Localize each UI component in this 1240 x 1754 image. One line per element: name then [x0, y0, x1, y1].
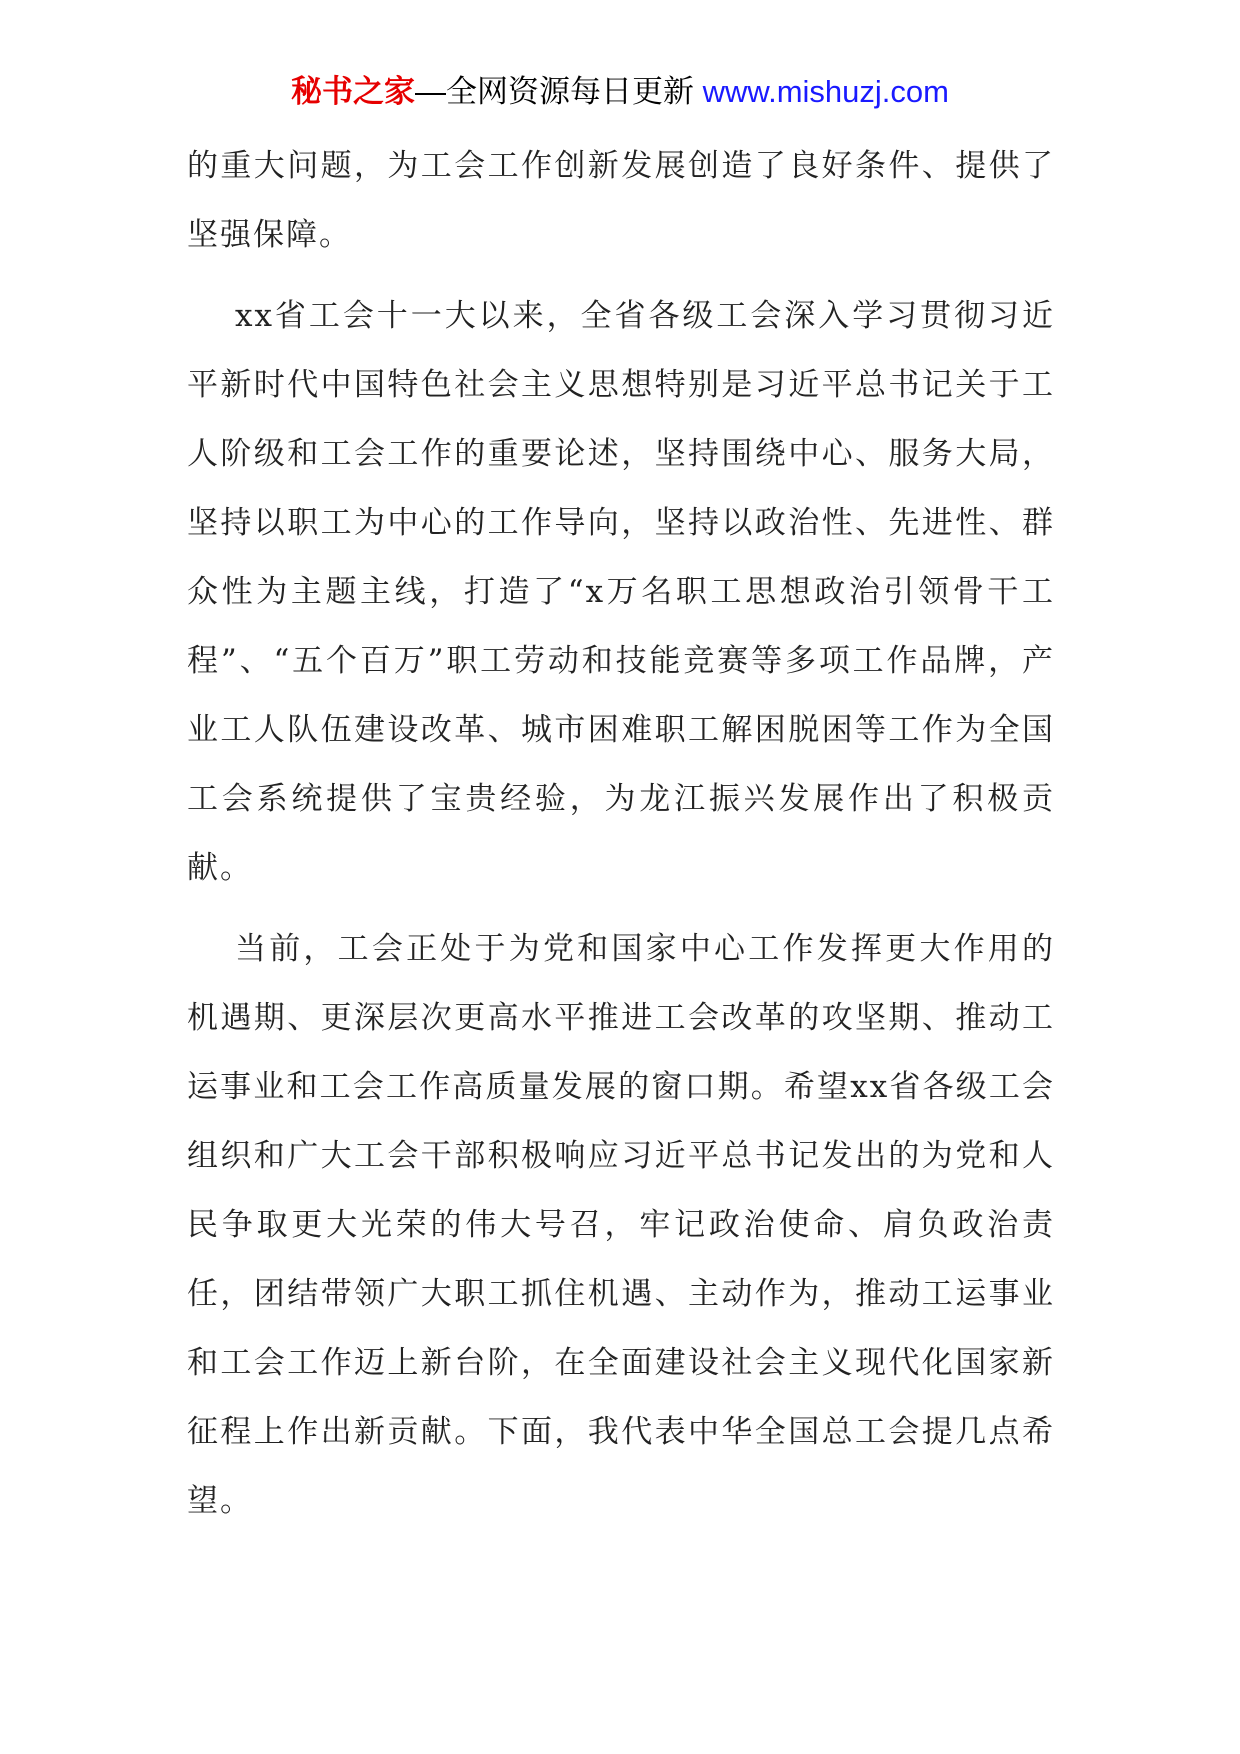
header-url-link[interactable]: www.mishuzj.com — [702, 74, 949, 109]
header-brand: 秘书之家 — [291, 74, 416, 109]
document-body — [187, 132, 1055, 1536]
paragraph-continuation: 的重大问题，为工会工作创新发展创造了良好条件、提供了坚强保障。 — [187, 148, 1055, 253]
watermark-header — [0, 70, 1240, 114]
paragraph: 当前，工会正处于为党和国家中心工作发挥更大作用的机遇期、更深层次更高水平推进工会改革的攻坚期、推动工运事业和工会工作高质量发展的窗口期。希望xx省各级工会组织和广大工会干部积极响应习近平总书记发出的为党和人民争取更大光荣的伟大号召，牢记政治使命、肩负政治责任，团结带领广大职工抓住机遇、主动作为，推动工运事业和工会工作迈上新台阶，在全面建设社会主义现代化国家新征程上作出新贡献。下面，我代表中华全国总工会提几点希望。 — [187, 931, 1055, 1519]
header-tagline: —全网资源每日更新 — [415, 74, 695, 109]
paragraph: xx省工会十一大以来，全省各级工会深入学习贯彻习近平新时代中国特色社会主义思想特别是习近平总书记关于工人阶级和工会工作的重要论述，坚持围绕中心、服务大局，坚持以职工为中心的工作导向，坚持以政治性、先进性、群众性为主题主线，打造了“x万名职工思想政治引领骨干工程”、“五个百万”职工劳动和技能竞赛等多项工作品牌，产业工人队伍建设改革、城市困难职工解困脱困等工作为全国工会系统提供了宝贵经验，为龙江振兴发展作出了积极贡献。 — [187, 298, 1055, 886]
